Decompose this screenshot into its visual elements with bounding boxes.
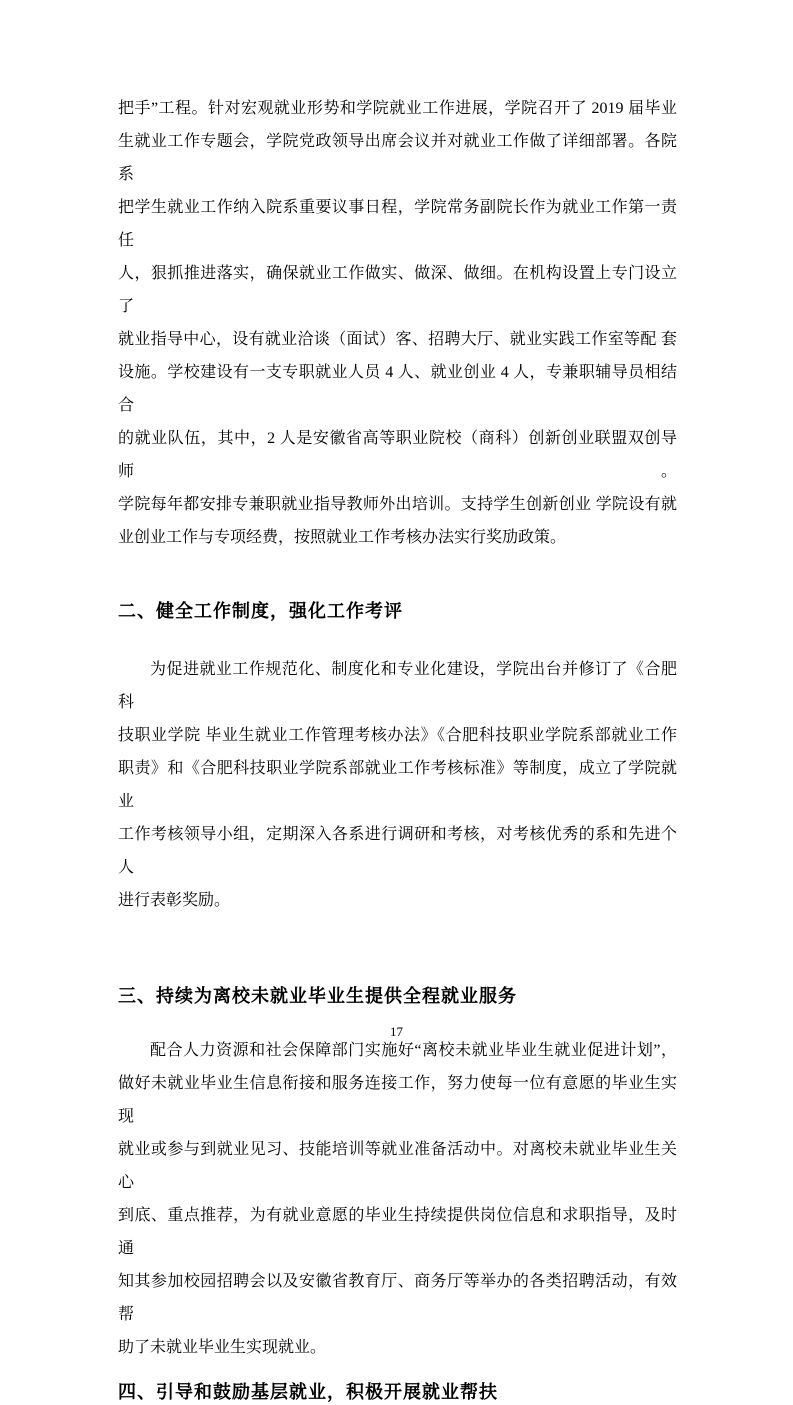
body-text-line: 业创业工作与专项经费，按照就业工作考核办法实行奖劢政策。 <box>118 529 567 546</box>
body-text-line: 把手”工程。针对宏观就业形势和学院就业工作进展，学院召开了 2019 届毕业 <box>118 100 677 117</box>
body-text-line: 为促进就业工作规范化、制度化和专业化建设，学院出台并修订了《合肥科 <box>118 661 677 711</box>
body-text-line: 配合人力资源和社会保障部门实施好“离校未就业毕业生就业促进计划”， <box>150 1042 677 1059</box>
paragraph-2 <box>118 653 677 917</box>
document-body <box>118 92 677 1405</box>
body-text-line: 设施。学校建设有一支专职就业人员 4 人、就业创业 4 人，专兼职辅导员相结合 <box>118 364 677 414</box>
body-text-line: 技职业学院 毕业生就业工作管理考核办法》《合肥科技职业学院系部就业工作 <box>118 727 677 744</box>
body-text-line: 就业指导中心，设有就业洽谈（面试）客、招聘大厅、就业实践工作室等配 套 <box>118 331 677 348</box>
body-text-line: 做好未就业毕业生信息衔接和服务连接工作，努力使每一位有意愿的毕业生实现 <box>118 1075 677 1125</box>
body-text-line: 工作考核领导小组，定期深入各系进行调研和考核，对考核优秀的系和先进个人 <box>118 826 677 876</box>
paragraph-3 <box>118 1034 677 1364</box>
section-heading-3: 三、持续为离校未就业毕业生提供全程就业服务 <box>118 986 517 1006</box>
paragraph-1 <box>118 92 677 554</box>
body-text-line: 生就业工作专题会，学院党政领导出席会议并对就业工作做了详细部署。各院系 <box>118 133 677 183</box>
body-text-line: 进行表彰奖励。 <box>118 892 231 909</box>
body-text-line: 学院每年都安排专兼职就业指导教师外出培训。支持学生创新创业 学院设有就 <box>118 496 677 513</box>
section-heading-4: 四、引导和鼓励基层就业，积极开展就业帮扶 <box>118 1382 498 1402</box>
body-text-line: 人，狠抓推进落实，确保就业工作做实、做深、做细。在机构设置上专门设立了 <box>118 265 677 315</box>
body-text-line: 就业或参与到就业见习、技能培训等就业准备活动中。对离校未就业毕业生关心 <box>118 1141 677 1191</box>
body-text-line: 知其参加校园招聘会以及安徽省教育厅、商务厅等举办的各类招聘活动，有效帮 <box>118 1273 677 1323</box>
body-text-line: 的就业队伍，其中，2 人是安徽省高等职业院校（商科）创新创业联盟双创导师。 <box>118 430 677 480</box>
page-number: 17 <box>390 1024 403 1039</box>
body-text-line: 把学生就业工作纳入院系重要议事日程，学院常务副院长作为就业工作第一责任 <box>118 199 677 249</box>
section-heading-2: 二、健全工作制度，强化工作考评 <box>118 601 403 621</box>
body-text-line: 助了未就业毕业生实现就业。 <box>118 1339 327 1356</box>
body-text-line: 到底、重点推荐，为有就业意愿的毕业生持续提供岗位信息和求职指导，及时通 <box>118 1207 677 1257</box>
body-text-line: 职责》和《合肥科技职业学院系部就业工作考核标准》等制度，成立了学院就业 <box>118 760 677 810</box>
